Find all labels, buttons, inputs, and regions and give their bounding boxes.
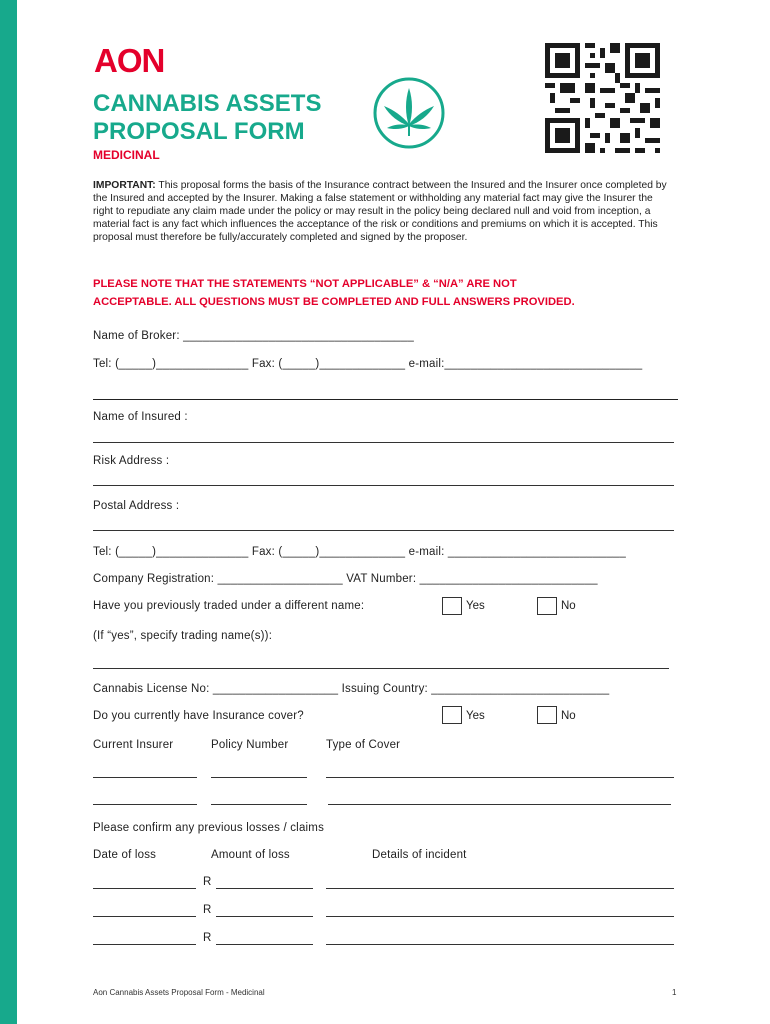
col-policy-number: Policy Number	[211, 739, 289, 751]
traded-no-checkbox[interactable]	[537, 597, 557, 615]
traded-question: Have you previously traded under a different name:	[93, 600, 365, 612]
important-label: IMPORTANT:	[93, 180, 156, 191]
cover-policy-input[interactable]	[211, 777, 307, 778]
aon-logo: AON	[94, 42, 165, 79]
broker-name-field[interactable]: Name of Broker: ___________________________________	[93, 330, 414, 342]
insurance-question: Do you currently have Insurance cover?	[93, 710, 304, 722]
postal-address-input[interactable]	[93, 530, 674, 531]
notice-line-2: ACCEPTABLE. ALL QUESTIONS MUST BE COMPLETED AND FULL ANSWERS PROVIDED.	[93, 296, 575, 308]
currency-label: R	[203, 876, 212, 888]
loss-date-input[interactable]	[93, 888, 196, 889]
important-paragraph	[93, 179, 673, 244]
cover-type-input[interactable]	[326, 777, 674, 778]
insurance-yes-checkbox[interactable]	[442, 706, 462, 724]
important-text: This proposal forms the basis of the Insurance contract between the Insured and the Insurer once completed by the Insured and accepted by the Insurer. Making a false statement or withholding any material fact may give the Insurer the right to repudiate any claim made under the policy or may result in the policy being declared null and void from inception, a material fact is any fact which influences the acceptance of the risk or conditions and premiums on which it is accepted. This proposal must therefore be fully/accurately completed and signed by the proposer.	[93, 180, 667, 243]
col-current-insurer: Current Insurer	[93, 739, 174, 751]
col-details-of-incident: Details of incident	[372, 849, 467, 861]
currency-label: R	[203, 904, 212, 916]
loss-amount-input[interactable]	[216, 916, 313, 917]
broker-contact-field[interactable]: Tel: (_____)______________ Fax: (_____)_____________ e-mail:______________________________	[93, 358, 643, 370]
insurance-yes-label: Yes	[466, 710, 485, 722]
loss-amount-input[interactable]	[216, 944, 313, 945]
cannabis-license-field[interactable]: Cannabis License No: ___________________ Issuing Country: ___________________________	[93, 683, 610, 695]
title-line-2: PROPOSAL FORM	[93, 118, 305, 145]
traded-yes-checkbox[interactable]	[442, 597, 462, 615]
loss-amount-input[interactable]	[216, 888, 313, 889]
cannabis-leaf-icon	[372, 76, 446, 150]
loss-details-input[interactable]	[326, 944, 674, 945]
postal-address-label: Postal Address :	[93, 500, 180, 512]
section-divider	[93, 399, 678, 400]
cover-type-input[interactable]	[328, 804, 671, 805]
loss-details-input[interactable]	[326, 916, 674, 917]
notice-line-1: PLEASE NOTE THAT THE STATEMENTS “NOT APPLICABLE” & “N/A” ARE NOT	[93, 278, 517, 290]
currency-label: R	[203, 932, 212, 944]
page-footer: Aon Cannabis Assets Proposal Form - Medicinal	[93, 988, 265, 997]
na-notice	[93, 275, 683, 311]
cover-insurer-input[interactable]	[93, 777, 197, 778]
insurance-no-label: No	[561, 710, 576, 722]
page-number: 1	[672, 988, 677, 997]
qr-code-icon	[545, 43, 660, 153]
side-accent-bar	[0, 0, 17, 1024]
traded-no-label: No	[561, 600, 576, 612]
insured-name-input[interactable]	[93, 442, 674, 443]
cover-policy-input[interactable]	[211, 804, 307, 805]
insured-contact-field[interactable]: Tel: (_____)______________ Fax: (_____)_____________ e-mail: ___________________________	[93, 546, 626, 558]
loss-date-input[interactable]	[93, 944, 196, 945]
risk-address-input[interactable]	[93, 485, 674, 486]
col-type-of-cover: Type of Cover	[326, 739, 401, 751]
insurance-no-checkbox[interactable]	[537, 706, 557, 724]
if-yes-label: (If “yes”, specify trading name(s)):	[93, 630, 273, 642]
losses-heading: Please confirm any previous losses / claims	[93, 822, 325, 834]
page-title	[93, 90, 373, 146]
cover-insurer-input[interactable]	[93, 804, 197, 805]
loss-details-input[interactable]	[326, 888, 674, 889]
traded-yes-label: Yes	[466, 600, 485, 612]
risk-address-label: Risk Address :	[93, 455, 170, 467]
col-amount-of-loss: Amount of loss	[211, 849, 290, 861]
insured-name-label: Name of Insured :	[93, 411, 188, 423]
col-date-of-loss: Date of loss	[93, 849, 157, 861]
form-subtitle: MEDICINAL	[93, 148, 160, 162]
title-line-1: CANNABIS ASSETS	[93, 90, 322, 117]
trading-names-input[interactable]	[93, 668, 669, 669]
loss-date-input[interactable]	[93, 916, 196, 917]
company-registration-field[interactable]: Company Registration: ___________________ VAT Number: ___________________________	[93, 573, 598, 585]
